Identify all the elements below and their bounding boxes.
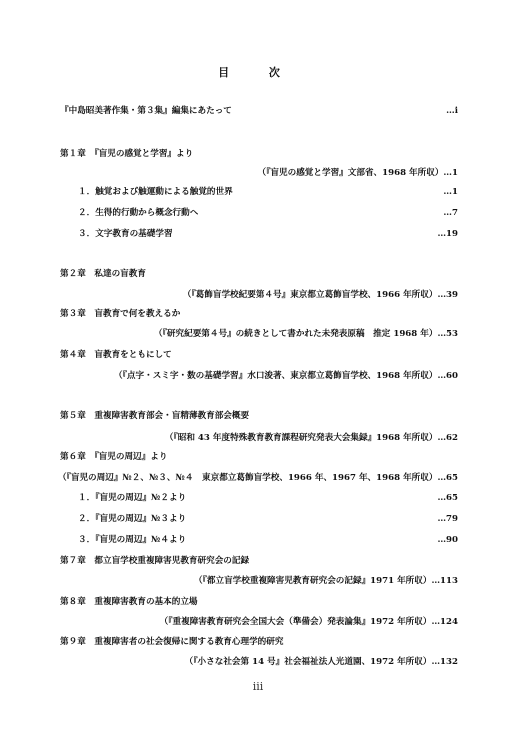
toc-page-1-3: …19 <box>437 229 458 239</box>
toc-source-2: （『葛飾盲学校紀要第４号』東京都立葛飾盲学校、1966 年所収）…39 <box>182 290 458 300</box>
toc-source-9: （『小さな社会第 14 号』社会福祉法人光道園、1972 年所収）…132 <box>184 657 458 667</box>
toc-source-4: （『点字・スミ字・数の基礎学習』水口浚著、東京都立葛飾盲学校、1968 年所収）…60 <box>114 371 458 381</box>
toc-page-1-1: …1 <box>443 187 458 197</box>
toc-chapter-5: 第５章 重複障害教育部会・盲精薄教育部会概要 <box>60 411 250 421</box>
toc-chapter-6: 第６章 『盲児の周辺』より <box>60 452 168 462</box>
toc-section-1-1: １．触覚および触運動による触覚的世界 <box>78 187 233 197</box>
toc-chapter-9: 第９章 重複障害者の社会復帰に関する教育心理学的研究 <box>60 637 284 647</box>
toc-source-5: （『昭和 43 年度特殊教育教育課程研究発表大会集録』1968 年所収）…62 <box>164 433 458 443</box>
toc-page-6-1: …65 <box>437 493 458 503</box>
toc-section-1-3: ３．文字教育の基礎学習 <box>78 229 173 239</box>
toc-source-3: （『研究紀要第４号』の続きとして書かれた未発表原稿 推定 1968 年）…53 <box>154 329 458 339</box>
toc-entry-editor-note: 『中島昭美著作集・第３集』編集にあたって <box>60 106 232 116</box>
toc-source-8: （『重複障害教育研究会全国大会（準備会）発表論集』1972 年所収）…124 <box>159 617 458 627</box>
toc-chapter-1: 第１章 『盲児の感覚と学習』より <box>60 149 194 159</box>
toc-page-6-2: …79 <box>437 514 458 524</box>
toc-page-6-3: …90 <box>437 535 458 545</box>
toc-section-1-2: ２．生得的行動から概念行動へ <box>78 208 199 218</box>
toc-chapter-4: 第４章 盲教育をともにして <box>60 350 172 360</box>
toc-source-7: （『都立盲学校重複障害児教育研究会の記録』1971 年所収）…113 <box>194 576 458 586</box>
toc-chapter-2: 第２章 私達の盲教育 <box>60 269 146 279</box>
toc-source-6: （『盲児の周辺』№２、№３、№４ 東京都立葛飾盲学校、1966 年、1967 年、1968 年所収）…65 <box>57 473 458 483</box>
toc-page-1-2: …7 <box>443 208 458 218</box>
toc-section-6-2: ２．『盲児の周辺』№３より <box>78 514 187 524</box>
toc-chapter-7: 第７章 都立盲学校重複障害児教育研究会の記録 <box>60 556 250 566</box>
toc-chapter-3: 第３章 盲教育で何を教えるか <box>60 309 181 319</box>
toc-section-6-1: １．『盲児の周辺』№２より <box>78 493 187 503</box>
toc-page-editor-note: …ⅰ <box>446 106 458 116</box>
toc-chapter-8: 第８章 重複障害教育の基本的立場 <box>60 597 198 607</box>
toc-section-6-3: ３．『盲児の周辺』№４より <box>78 535 187 545</box>
page-title: 目 次 <box>218 66 298 79</box>
toc-source-1: （『盲児の感覚と学習』文部省、1968 年所収）…1 <box>257 168 458 178</box>
page-number: iii <box>252 680 264 693</box>
